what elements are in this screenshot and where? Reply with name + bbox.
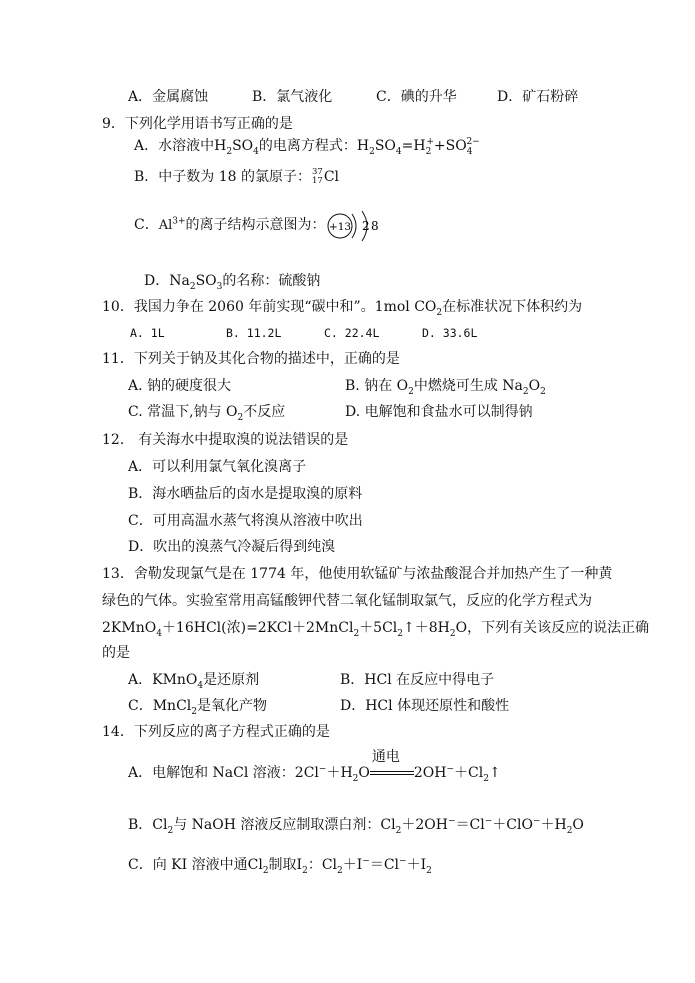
q13-option-a: A．KMnO$_4$是还原剂 — [128, 672, 260, 691]
q9-option-b: B．中子数为 18 的氯原子：37 17Cl — [134, 167, 340, 186]
shell-1-count: 2 — [362, 219, 370, 233]
q13-line-4: 的是 — [102, 645, 130, 661]
q12-option-c: C．可用高温水蒸气将溴从溶液中吹出 — [128, 513, 363, 529]
q13-option-d: D．HCl 体现还原性和酸性 — [340, 698, 510, 714]
q12-option-d: D．吹出的溴蒸气冷凝后得到纯溴 — [128, 539, 336, 555]
q11-option-b: B. 钠在 $O_2$中燃烧可生成 $Na_2O_2$ — [345, 378, 546, 397]
q11-option-a: A. 钠的硬度很大 — [128, 378, 232, 394]
q13-equation-line: 2KMnO$_4$＋16HCl(浓)$=2KCl+2MnCl_2+5Cl_2↑+8H_2O$，下列有关该反应的说法正确 — [102, 620, 650, 639]
shell-2-count: 8 — [371, 219, 379, 233]
q8-option-a: A．金属腐蚀 — [128, 89, 209, 105]
q10-option-b: B. 11.2L — [226, 326, 282, 340]
q14-option-c: C．向 KI 溶液中通$Cl_2$制取$I_2$：$Cl_2+I^-=Cl^-+I_2$ — [128, 856, 432, 876]
shell-arc-1 — [352, 214, 356, 238]
q14-option-a: A．电解饱和 NaCl 溶液：$2Cl^-+H_2O$ 通电 $2OH^-+Cl_2↑$ — [128, 749, 501, 784]
q10-option-a: A. 1L — [130, 326, 165, 340]
electrolysis-condition: 通电 — [371, 749, 400, 765]
electrolysis-arrow — [370, 749, 414, 782]
q14-option-b: B．$Cl_2$与 NaOH 溶液反应制取漂白剂：$Cl_2+2OH^-=Cl^-+ClO^-+H_2O$ — [128, 816, 584, 836]
q12-stem: 12． 有关海水中提取溴的说法错误的是 — [102, 432, 349, 448]
q11-option-d: D. 电解饱和食盐水可以制得钠 — [345, 404, 533, 420]
q9-stem: 9．下列化学用语书写正确的是 — [102, 116, 293, 132]
q13-line-1: 13．舍勒发现氯气是在 1774 年，他使用软锰矿与浓盐酸混合并加热产生了一种黄 — [102, 566, 613, 582]
q8-option-d: D．矿石粉碎 — [497, 89, 579, 105]
q11-stem: 11．下列关于钠及其化合物的描述中，正确的是 — [102, 351, 400, 367]
nucleus-charge: +13 — [328, 221, 352, 233]
q8-option-b: B．氯气液化 — [252, 89, 333, 105]
q10-stem: 10．我国力争在 2060 年前实现“碳中和”。1mol $CO_2$在标准状况下体积约为 — [102, 299, 583, 318]
q9-option-d: D．$Na_2SO_3$的名称：硫酸钠 — [144, 273, 321, 292]
q13-line-2: 绿色的气体。实验室常用高锰酸钾代替二氧化锰制取氯气，反应的化学方程式为 — [102, 593, 592, 609]
q9-option-c: C．$Al^{3+}$的离子结构示意图为： — [134, 216, 326, 233]
q12-option-b: B．海水晒盐后的卤水是提取溴的原料 — [128, 486, 363, 502]
q13-option-c: C．MnCl$_2$是氧化产物 — [128, 698, 267, 717]
q9-option-a: A．水溶液中$H_2SO_4$的电离方程式：$H_2SO_4=H_2^++SO_4^{2-}$ — [134, 137, 480, 157]
q8-option-c: C．碘的升华 — [376, 89, 457, 105]
q12-option-a: A．可以利用氯气氧化溴离子 — [128, 459, 307, 475]
q14-stem: 14．下列反应的离子方程式正确的是 — [102, 724, 330, 740]
q10-option-c: C. 22.4L — [324, 326, 380, 340]
q13-option-b: B．HCl 在反应中得电子 — [340, 672, 495, 688]
q11-option-c: C. 常温下,钠与 $O_2$不反应 — [128, 404, 286, 423]
q10-option-d: D. 33.6L — [422, 326, 478, 340]
al-ion-structure-diagram — [322, 206, 382, 246]
